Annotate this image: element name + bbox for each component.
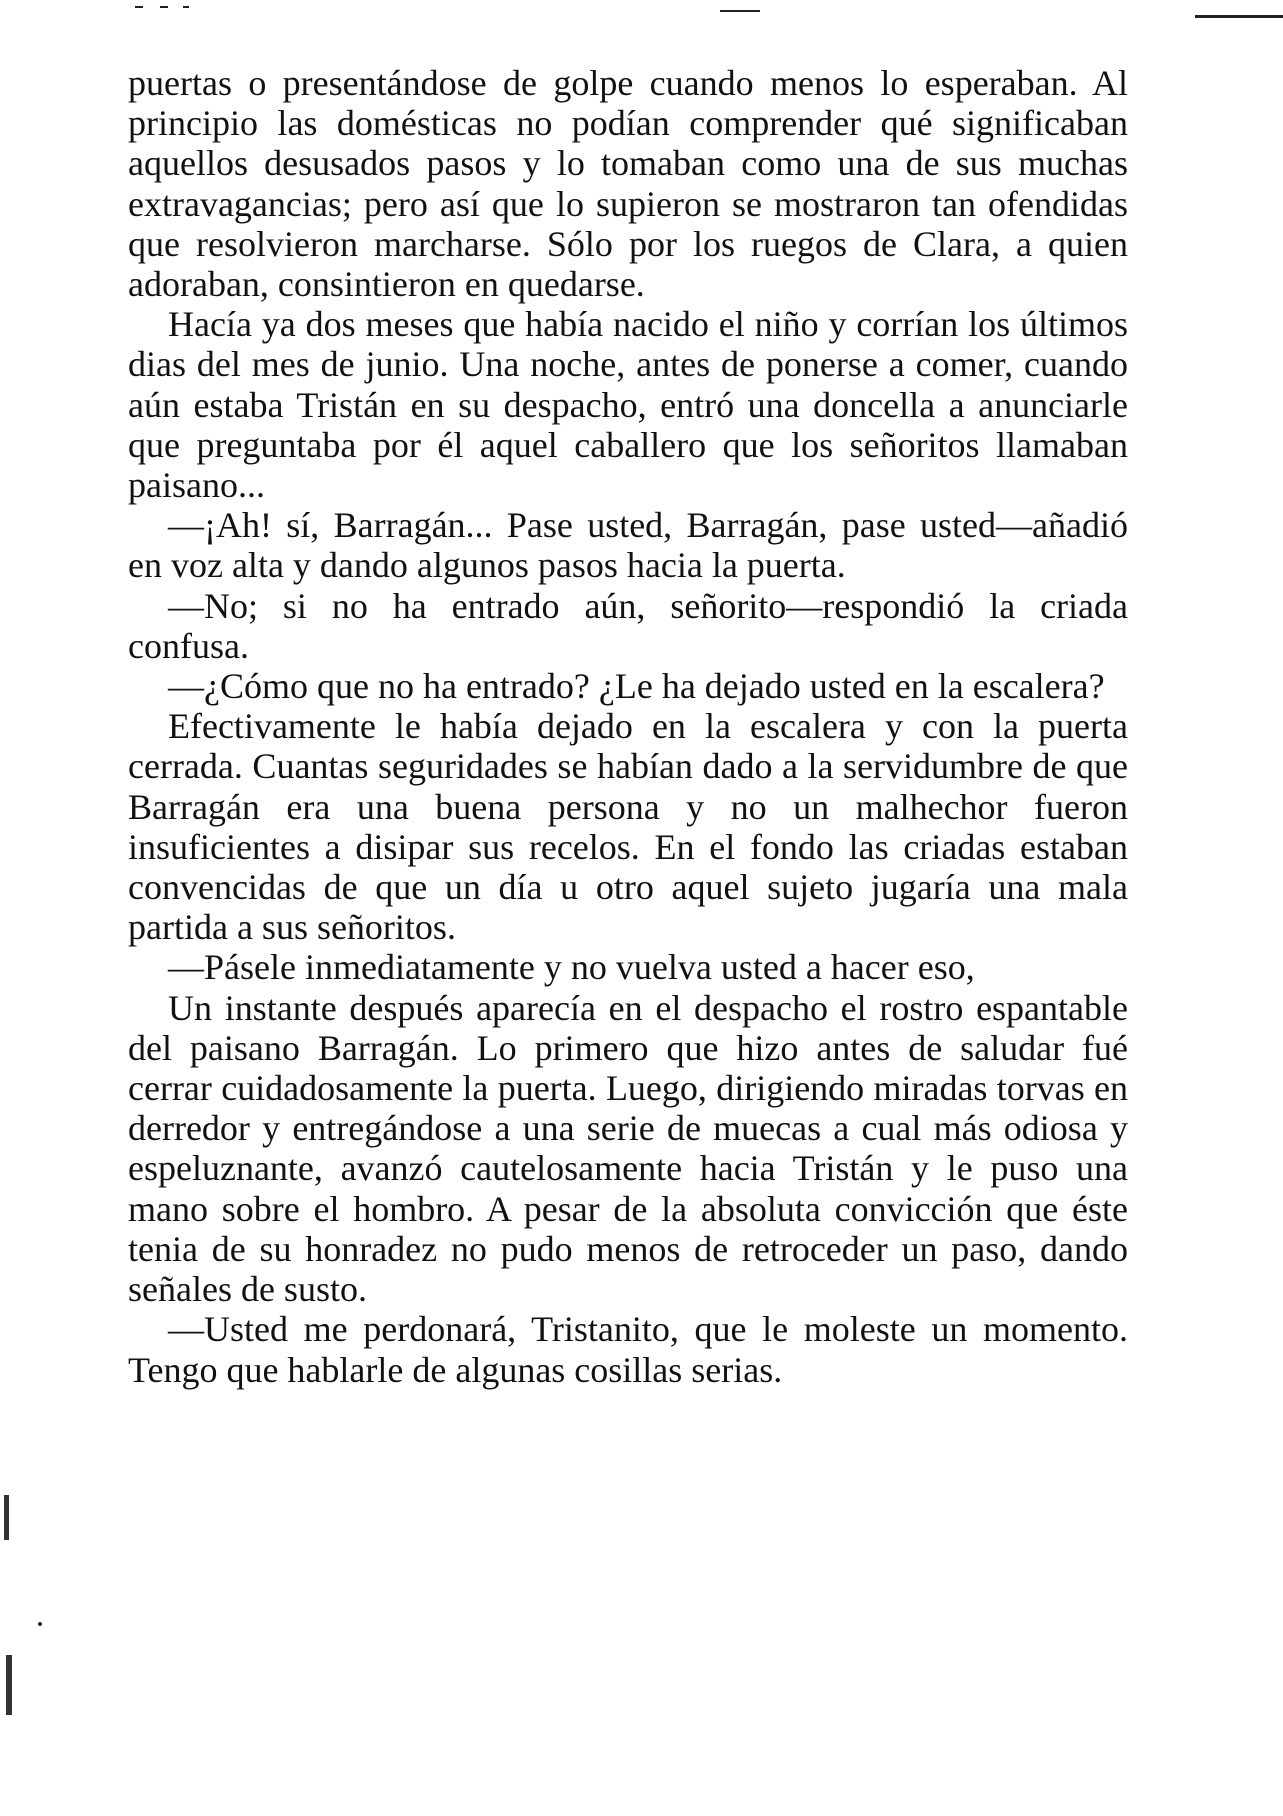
paragraph: —No; si no ha entrado aún, señorito—respondió la criada confusa.: [128, 585, 1128, 666]
paragraph: —Pásele inmediatamente y no vuelva usted a hacer eso,: [168, 947, 975, 988]
print-mark: [720, 10, 760, 12]
print-mark: [183, 6, 189, 8]
paragraph: Hacía ya dos meses que había nacido el niño y corrían los últimos dias del mes de junio. Una noche, antes de ponerse a comer, cuando aún estaba Tristán en su despacho, entró una doncella a anunciarle que preguntaba por él aquel caballero que los señoritos llamaban paisano...: [128, 304, 1128, 506]
paragraph: —¿Cómo que no ha entrado? ¿Le ha dejado usted en la escalera?: [168, 666, 1105, 707]
paragraph: —¡Ah! sí, Barragán... Pase usted, Barragán, pase usted—añadió en voz alta y dando algunos pasos hacia la puerta.: [128, 505, 1128, 586]
body-text: [128, 63, 1128, 1390]
print-mark: [135, 6, 143, 8]
print-mark: [1195, 15, 1283, 18]
paragraph: Un instante después aparecía en el despacho el rostro espantable del paisano Barragán. Lo primero que hizo antes de saludar fué cerrar cuidadosamente la puerta. Luego, dirigiendo miradas torvas en derredor y entregándose a una serie de muecas a cual más odiosa y espeluznante, avanzó cautelosamente hacia Tristán y le puso una mano sobre el hombro. A pesar de la absoluta convicción que éste tenia de su honradez no pudo menos de retroceder un paso, dando señales de susto.: [128, 987, 1128, 1310]
scan-dot-mark: [38, 1622, 42, 1626]
scan-edge-mark: [6, 1655, 12, 1715]
scan-edge-mark: [4, 1495, 9, 1540]
paragraph: —Usted me perdonará, Tristanito, que le moleste un momento. Tengo que hablarle de algunas cosillas serias.: [128, 1309, 1128, 1390]
paragraph: Efectivamente le había dejado en la escalera y con la puerta cerrada. Cuantas seguridades se habían dado a la servidumbre de que Barragán era una buena persona y no un malhechor fueron insuficientes a disipar sus recelos. En el fondo las criadas estaban convencidas de que un día u otro aquel sujeto jugaría una mala partida a sus señoritos.: [128, 706, 1128, 948]
paragraph: puertas o presentándose de golpe cuando menos lo esperaban. Al principio las domésticas no podían comprender qué significaban aquellos desusados pasos y lo tomaban como una de sus muchas extravagancias; pero así que lo supieron se mostraron tan ofendidas que resolvieron marcharse. Sólo por los ruegos de Clara, a quien adoraban, consintieron en quedarse.: [128, 63, 1128, 305]
print-mark: [160, 6, 168, 8]
